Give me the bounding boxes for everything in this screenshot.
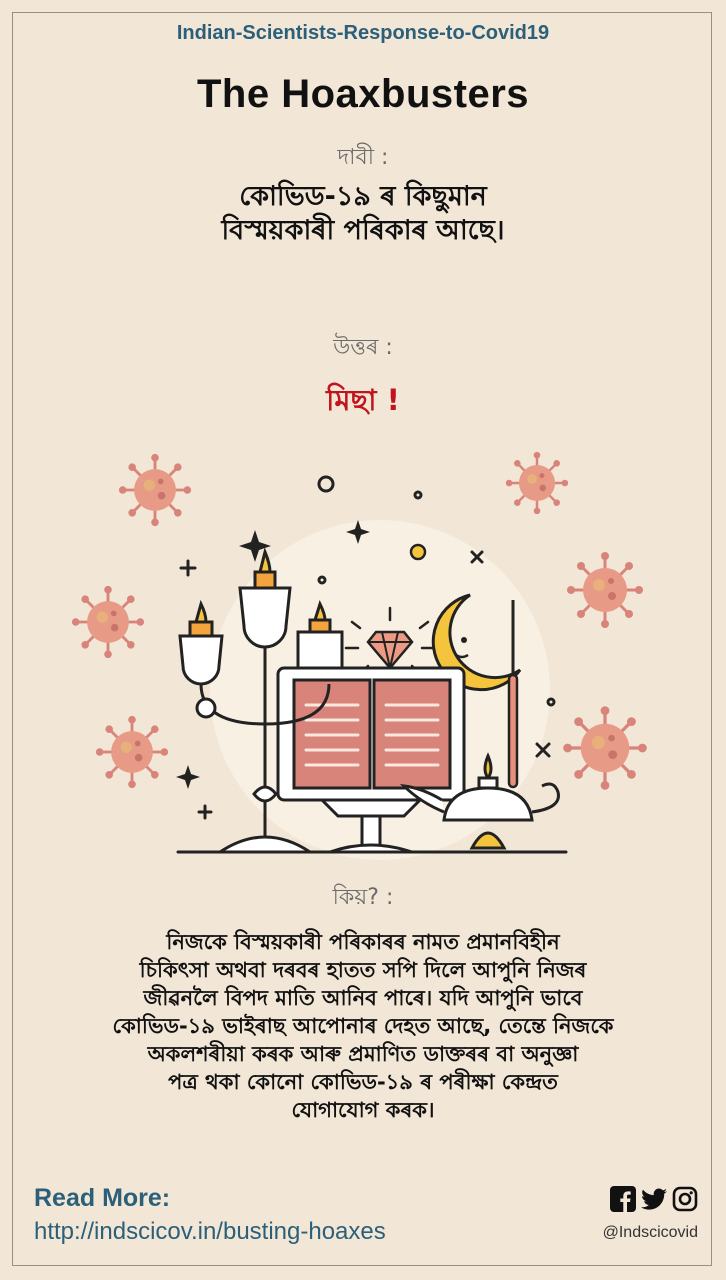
virus-icon — [506, 452, 568, 514]
read-more-link[interactable]: http://indscicov.in/busting-hoaxes — [34, 1218, 386, 1245]
virus-icon — [567, 552, 643, 628]
verdict-text: মিছা ! — [326, 383, 400, 417]
explanation-line: নিজকে বিস্ময়কাৰী পৰিকাৰৰ নামত প্ৰমানবিহীন — [166, 930, 560, 954]
claim-line-2: বিস্ময়কাৰী পৰিকাৰ আছে। — [221, 215, 505, 246]
claim-text — [0, 180, 726, 248]
explanation-line: কোভিড-১৯ ভাইৰাছ আপোনাৰ দেহত আছে, তেন্তে নিজকে — [112, 1014, 614, 1038]
explanation-line: অকলশৰীয়া কৰক আৰু প্ৰমাণিত ডাক্তৰৰ বা অনুজ্ঞা — [147, 1042, 579, 1066]
explanation-line: পত্ৰ থকা কোনো কোভিড-১৯ ৰ পৰীক্ষা কেন্দ্ৰত — [168, 1070, 558, 1094]
explanation-text — [40, 928, 686, 1124]
twitter-icon[interactable] — [640, 1186, 668, 1216]
claim-label: দাবী : — [337, 145, 389, 170]
social-icons — [610, 1186, 698, 1216]
answer-label: উত্তৰ : — [333, 335, 393, 360]
read-more-label: Read More: — [34, 1184, 171, 1212]
virus-icon — [96, 716, 168, 788]
virus-icon — [72, 586, 144, 658]
virus-icon — [563, 706, 647, 790]
social-handle[interactable]: @Indscicovid — [602, 1224, 698, 1241]
explanation-line: জীৱনলৈ বিপদ মাতি আনিব পাৰে। যদি আপুনি ভাবে — [143, 986, 583, 1010]
facebook-icon[interactable] — [610, 1186, 636, 1216]
magic-remedy-illustration — [60, 440, 670, 870]
page-title: The Hoaxbusters — [196, 72, 530, 116]
explanation-line: যোগাযোগ কৰক। — [291, 1098, 435, 1122]
explanation-line: চিকিৎসা অথবা দৰবৰ হাতত সপি দিলে আপুনি নিজৰ — [139, 958, 587, 982]
why-label: কিয়? : — [332, 885, 394, 910]
claim-line-1: কোভিড-১৯ ৰ কিছুমান — [239, 181, 487, 212]
instagram-icon[interactable] — [672, 1186, 698, 1216]
org-name: Indian-Scientists-Response-to-Covid19 — [176, 22, 550, 44]
virus-icon — [119, 454, 191, 526]
